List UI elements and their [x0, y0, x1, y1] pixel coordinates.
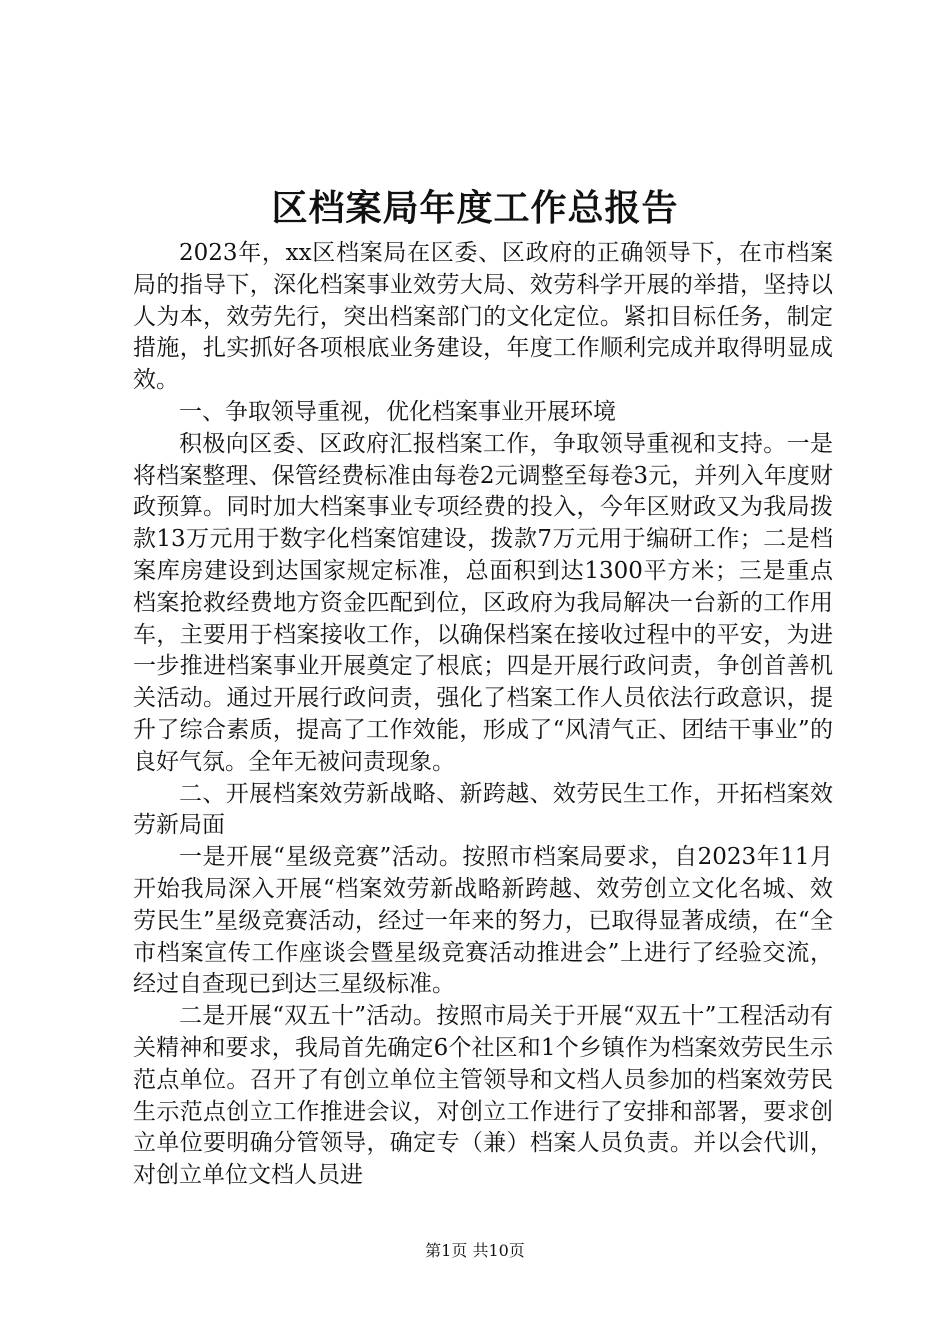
paragraph-star-competition: 一是开展“星级竞赛”活动。按照市档案局要求，自2023年11月开始我局深入开展“档案效劳新战略新跨越、效劳创立文化名城、效劳民生”星级竞赛活动，经过一年来的努力，已取得显著成绩，在“全市档案宣传工作座谈会暨星级竞赛活动推进会”上进行了经验交流，经过自查现已到达三星级标准。	[133, 844, 833, 998]
page-number: 第1页 共10页	[425, 1241, 525, 1260]
document-title: 区档案局年度工作总报告	[271, 187, 679, 229]
paragraph-section-1: 积极向区委、区政府汇报档案工作，争取领导重视和支持。一是将档案整理、保管经费标准由每卷2元调整至每卷3元，并列入年度财政预算。同时加大档案事业专项经费的投入，今年区财政又为我局拨款13万元用于数字化档案馆建设，拨款7万元用于编研工作；二是档案库房建设到达国家规定标准，总面积到达1300平方米；三是重点档案抢救经费地方资金匹配到位，区政府为我局解决一台新的工作用车，主要用于档案接收工作，以确保档案在接收过程中的平安，为进一步推进档案事业开展奠定了根底；四是开展行政问责，争创首善机关活动。通过开展行政问责，强化了档案工作人员依法行政意识，提升了综合素质，提高了工作效能，形成了“风清气正、团结干事业”的良好气氛。全年无被问责现象。	[133, 430, 833, 775]
document-body	[133, 238, 833, 1192]
paragraph-double-fifty: 二是开展“双五十”活动。按照市局关于开展“双五十”工程活动有关精神和要求，我局首先确定6个社区和1个乡镇作为档案效劳民生示范点单位。召开了有创立单位主管领导和文档人员参加的档案效劳民生示范点创立工作推进会议，对创立工作进行了安排和部署，要求创立单位要明确分管领导，确定专（兼）档案人员负责。并以会代训，对创立单位文档人员进	[133, 1003, 833, 1189]
section-heading-1: 一、争取领导重视，优化档案事业开展环境	[179, 398, 616, 425]
paragraph-intro: 2023年，xx区档案局在区委、区政府的正确领导下，在市档案局的指导下，深化档案事业效劳大局、效劳科学开展的举措，坚持以人为本，效劳先行，突出档案部门的文化定位。紧扣目标任务，制定措施，扎实抓好各项根底业务建设，年度工作顺利完成并取得明显成效。	[133, 240, 833, 394]
section-heading-2: 二、开展档案效劳新战略、新跨越、效劳民生工作，开拓档案效劳新局面	[133, 780, 833, 839]
